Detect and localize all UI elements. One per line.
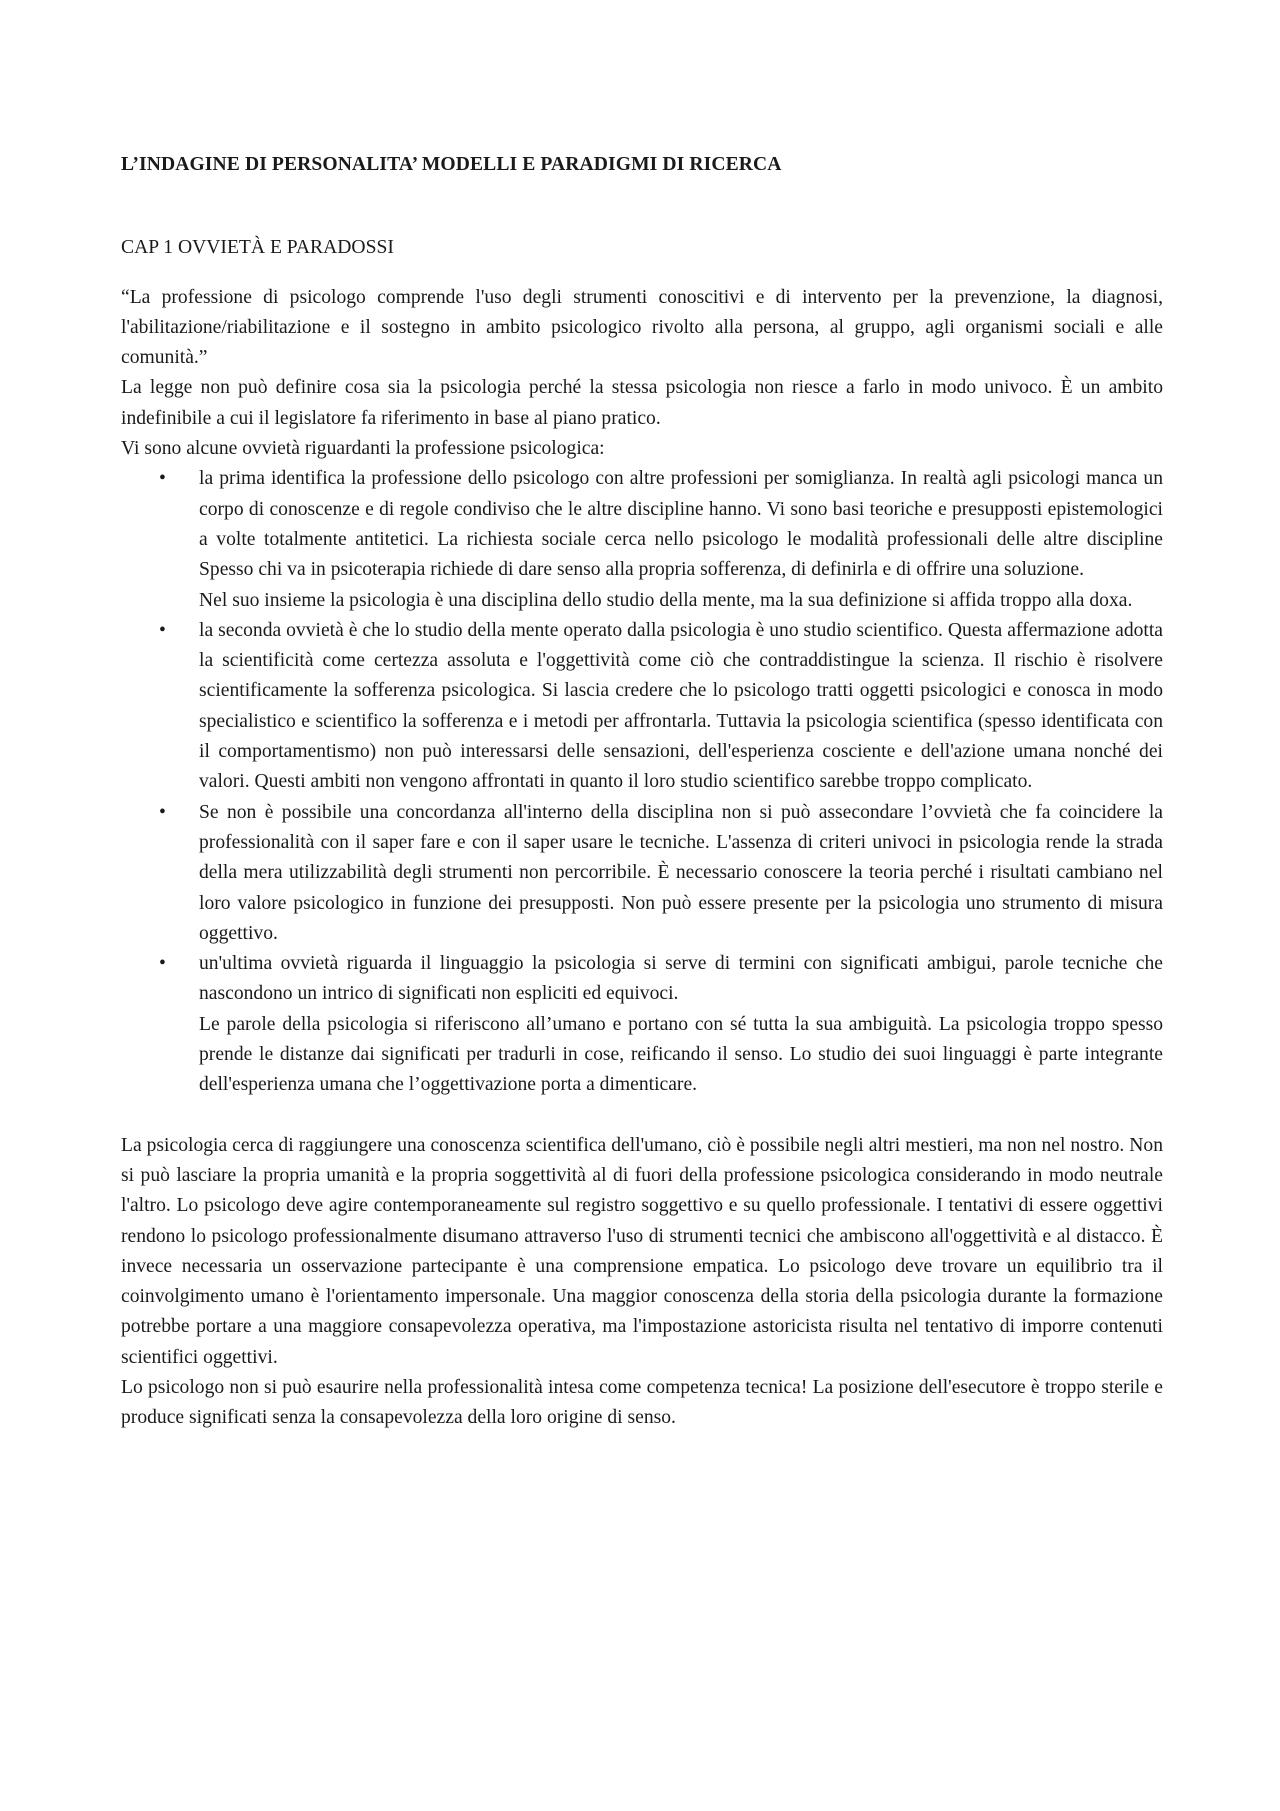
bullet-icon: •	[159, 468, 166, 490]
bullet-icon: •	[159, 619, 166, 641]
list-item	[121, 464, 1163, 615]
final-paragraph: Lo psicologo non si può esaurire nella professionalità intesa come competenza tecnica! La posizione dell'esecutore è troppo sterile e produce significati senza la consapevolezza della loro origine di senso.	[121, 1376, 1163, 1429]
list-item-text: la prima identifica la professione dello psicologo con altre professioni per somiglianza. In realtà agli psicologi manca un corpo di conoscenze e di regole condiviso che le altre discipline hanno. Vi sono basi teoriche e presupposti epistemologici a volte totalmente antitetici. La richiesta sociale cerca nello psicologo le modalità professionali delle altre discipline Spesso chi va in psicoterapia richiede di dare senso alla propria sofferenza, di definirla e di offrire una soluzione.	[199, 468, 1163, 581]
list-item	[121, 798, 1163, 949]
obviousness-list	[121, 464, 1163, 1100]
list-intro: Vi sono alcune ovvietà riguardanti la professione psicologica:	[121, 438, 605, 460]
list-item-text: Se non è possibile una concordanza all'interno della disciplina non si può assecondare l’ovvietà che fa coincidere la professionalità con il saper fare e con il saper usare le tecniche. L'assenza di criteri univoci in psicologia rende la strada della mera utilizzabilità degli strumenti non percorribile. È necessario conoscere la teoria perché i risultati cambiano nel loro valore psicologico in funzione dei presupposti. Non può essere presente per la psicologia uno strumento di misura oggettivo.	[199, 801, 1163, 944]
list-item-text: la seconda ovvietà è che lo studio della mente operato dalla psicologia è uno studio scientifico. Questa affermazione adotta la scientificità come certezza assoluta e l'oggettività come ciò che contraddistingue la scienza. Il rischio è risolvere scientificamente la sofferenza psicologica. Si lascia credere che lo psicologo tratti oggetti psicologici e conosca in modo specialistico e scientifico la sofferenza e i metodi per affrontarla. Tuttavia la psicologia scientifica (spesso identificata con il comportamentismo) non può interessarsi delle sensazioni, dell'esperienza cosciente e dell'azione umana nonché dei valori. Questi ambiti non vengono affrontati in quanto il loro studio scientifico sarebbe troppo complicato.	[199, 619, 1163, 793]
chapter-heading: CAP 1 OVVIETÀ E PARADOSSI	[121, 237, 394, 259]
law-paragraph: La legge non può definire cosa sia la psicologia perché la stessa psicologia non riesce a farlo in modo univoco. È un ambito indefinibile a cui il legislatore fa riferimento in base al piano pratico.	[121, 377, 1163, 429]
bullet-icon: •	[159, 801, 166, 823]
document-title: L’INDAGINE DI PERSONALITA’ MODELLI E PARADIGMI DI RICERCA	[121, 154, 782, 175]
bullet-icon: •	[159, 953, 166, 975]
document-page	[121, 150, 1163, 1434]
list-item	[121, 949, 1163, 1100]
list-item-extra: Nel suo insieme la psicologia è una disciplina dello studio della mente, ma la sua definizione si affida troppo alla doxa.	[199, 589, 1133, 611]
list-item-extra: Le parole della psicologia si riferiscono all’umano e portano con sé tutta la sua ambiguità. La psicologia troppo spesso prende le distanze dai significati per tradurli in cose, reificando il senso. Lo studio dei suoi linguaggi è parte integrante dell'esperienza umana che l’oggettivazione porta a dimenticare.	[199, 1013, 1163, 1096]
list-item-text: un'ultima ovvietà riguarda il linguaggio la psicologia si serve di termini con significati ambigui, parole tecniche che nascondono un intrico di significati non espliciti ed equivoci.	[199, 953, 1163, 1005]
closing-paragraph: La psicologia cerca di raggiungere una conoscenza scientifica dell'umano, ciò è possibile negli altri mestieri, ma non nel nostro. Non si può lasciare la propria umanità e la propria soggettività al di fuori della professione psicologica considerando in modo neutrale l'altro. Lo psicologo deve agire contemporaneamente sul registro soggettivo e su quello professionale. I tentativi di essere oggettivi rendono lo psicologo professionalmente disumano attraverso l'uso di strumenti tecnici che ambiscono all'oggettività e al distacco. È invece necessaria un osservazione partecipante è una comprensione empatica. Lo psicologo deve trovare un equilibrio tra il coinvolgimento umano è l'orientamento impersonale. Una maggior conoscenza della storia della psicologia durante la formazione potrebbe portare a una maggiore consapevolezza operativa, ma l'impostazione astoricista risulta nel tentativo di imporre contenuti scientifici oggettivi.	[121, 1134, 1163, 1368]
paragraph-spacer	[121, 1101, 1163, 1131]
list-item	[121, 616, 1163, 798]
law-quote: “La professione di psicologo comprende l'uso degli strumenti conoscitivi e di intervento per la prevenzione, la diagnosi, l'abilitazione/riabilitazione e il sostegno in ambito psicologico rivolto alla persona, al gruppo, agli organismi sociali e alle comunità.”	[121, 286, 1163, 369]
